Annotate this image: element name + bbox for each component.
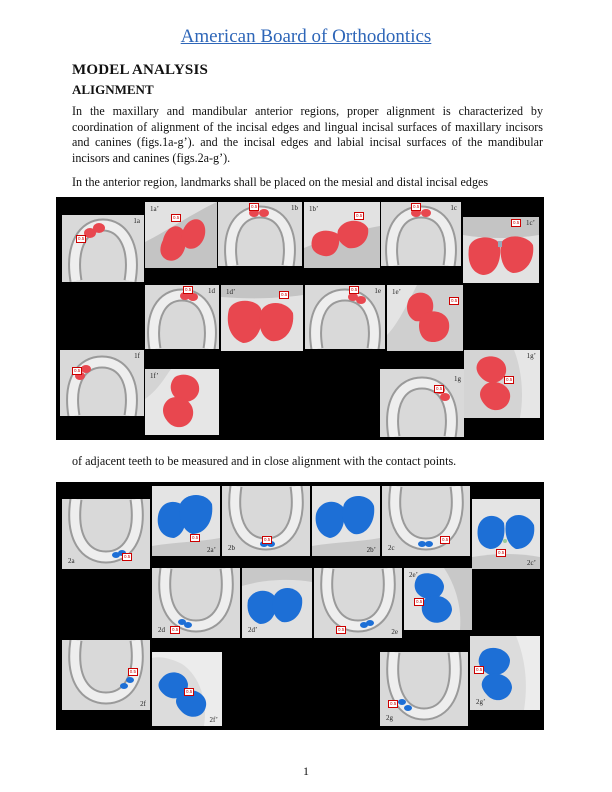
- figure-label: 1d: [208, 287, 215, 295]
- measurement-tag: 0.5: [185, 287, 192, 292]
- figure-label: 2a: [68, 557, 75, 565]
- measurement-tag: 0.5: [506, 377, 513, 382]
- figure-1d-image: [145, 285, 219, 349]
- figure-label: 1f’: [150, 372, 159, 380]
- figure-2e-prime-image: [404, 568, 472, 630]
- figure-label: 2c: [388, 544, 395, 552]
- measurement-tag: 0.5: [498, 550, 505, 555]
- figure-2d-image: [152, 568, 240, 638]
- paragraph-landmarks: In the anterior region, landmarks shall be placed on the mesial and distal incisal edges: [72, 175, 489, 189]
- measurement-tag: 0.5: [416, 599, 423, 604]
- measurement-tag: 0.5: [513, 220, 520, 225]
- figure-2f-image: [62, 640, 150, 710]
- measurement-tag: 0.5: [173, 215, 180, 220]
- figure-label: 1d’: [226, 288, 236, 296]
- figure-label: 1f: [134, 352, 140, 360]
- figure-label: 2a’: [207, 546, 216, 554]
- figure-label: 1e’: [392, 288, 401, 296]
- figure-1-maxillary-alignment: [56, 197, 544, 440]
- figure-2b-prime-image: [312, 486, 380, 556]
- figure-1b-prime-image: [304, 202, 380, 268]
- measurement-tag: 0.5: [264, 537, 271, 542]
- figure-label: 2c’: [527, 559, 536, 567]
- figure-1f-prime-image: [145, 369, 219, 435]
- figure-label: 2e’: [409, 571, 418, 579]
- measurement-tag: 0.5: [436, 386, 443, 391]
- figure-1g-image: [380, 369, 464, 437]
- measurement-tag: 0.5: [442, 537, 449, 542]
- figure-label: 1b: [291, 204, 298, 212]
- figure-label: 1g: [454, 375, 461, 383]
- figure-label: 2g: [386, 714, 393, 722]
- measurement-tag: 0.5: [124, 554, 131, 559]
- measurement-tag: 0.5: [74, 368, 81, 373]
- figure-1e-image: [305, 285, 385, 349]
- figure-1c-prime-image: [463, 217, 539, 283]
- measurement-tag: 0.5: [476, 667, 483, 672]
- figure-2g-image: [380, 652, 468, 726]
- figure-1f-image: [60, 350, 144, 416]
- figure-label: 2b’: [366, 546, 376, 554]
- figure-label: 2d: [158, 626, 165, 634]
- figure-label: 1a: [133, 217, 140, 225]
- measurement-tag: 0.5: [281, 292, 288, 297]
- measurement-tag: 0.5: [186, 689, 193, 694]
- figure-1g-prime-image: [464, 350, 540, 418]
- figure-2d-prime-image: [242, 568, 312, 638]
- figure-2e-image: [314, 568, 402, 638]
- figure-2g-prime-image: [470, 636, 540, 710]
- figure-2f-prime-image: [152, 652, 222, 726]
- measurement-tag: 0.5: [356, 213, 363, 218]
- paragraph-intro: In the maxillary and mandibular anterior regions, proper alignment is characterized by coordination of alignment of the incisal edges and lingual incisal surfaces of maxillary incisors and canines (figs.1a-g’). and the incisal edges and labial incisal surfaces of the mandibular incisors and canines (figs.2a-g’).: [72, 104, 543, 165]
- measurement-tag: 0.5: [351, 287, 358, 292]
- paragraph-contact-points: of adjacent teeth to be measured and in close alignment with the contact points.: [72, 454, 457, 468]
- figure-label: 2f’: [209, 716, 218, 724]
- figure-2c-image: [382, 486, 470, 556]
- section-heading: MODEL ANALYSIS: [72, 62, 209, 78]
- figure-label: 2f: [140, 700, 146, 708]
- figure-label: 1g’: [526, 352, 536, 360]
- measurement-tag: 0.5: [251, 204, 258, 209]
- figure-label: 2g’: [476, 698, 486, 706]
- figure-label: 2d’: [248, 626, 258, 634]
- figure-label: 2e: [391, 628, 398, 636]
- figure-1e-prime-image: [387, 285, 463, 351]
- figure-2a-prime-image: [152, 486, 220, 556]
- figure-label: 1a’: [150, 205, 159, 213]
- measurement-tag: 0.5: [192, 535, 199, 540]
- measurement-tag: 0.5: [172, 627, 179, 632]
- measurement-tag: 0.5: [129, 669, 136, 674]
- measurement-tag: 0.5: [413, 204, 420, 209]
- figure-1a-image: [62, 215, 144, 282]
- measurement-tag: 0.5: [451, 298, 458, 303]
- figure-label: 1b’: [309, 205, 319, 213]
- figure-label: 1c: [450, 204, 457, 212]
- figure-2c-prime-image: [472, 499, 540, 569]
- measurement-tag: 0.5: [338, 627, 345, 632]
- figure-2a-image: [62, 499, 150, 569]
- figure-1b-image: [218, 202, 302, 266]
- figure-1d-prime-image: [221, 285, 303, 351]
- figure-label: 2b: [228, 544, 235, 552]
- measurement-tag: 0.5: [78, 236, 85, 241]
- figure-1a-prime-image: [145, 202, 217, 268]
- figure-label: 1c’: [526, 219, 535, 227]
- figure-1c-image: [381, 202, 461, 266]
- figure-2-mandibular-alignment: [56, 482, 544, 730]
- measurement-tag: 0.5: [390, 701, 397, 706]
- figure-label: 1e: [374, 287, 381, 295]
- document-title: American Board of Orthodontics: [180, 26, 432, 47]
- page-number: 1: [303, 764, 309, 778]
- section-subheading: ALIGNMENT: [72, 82, 154, 97]
- figure-2b-image: [222, 486, 310, 556]
